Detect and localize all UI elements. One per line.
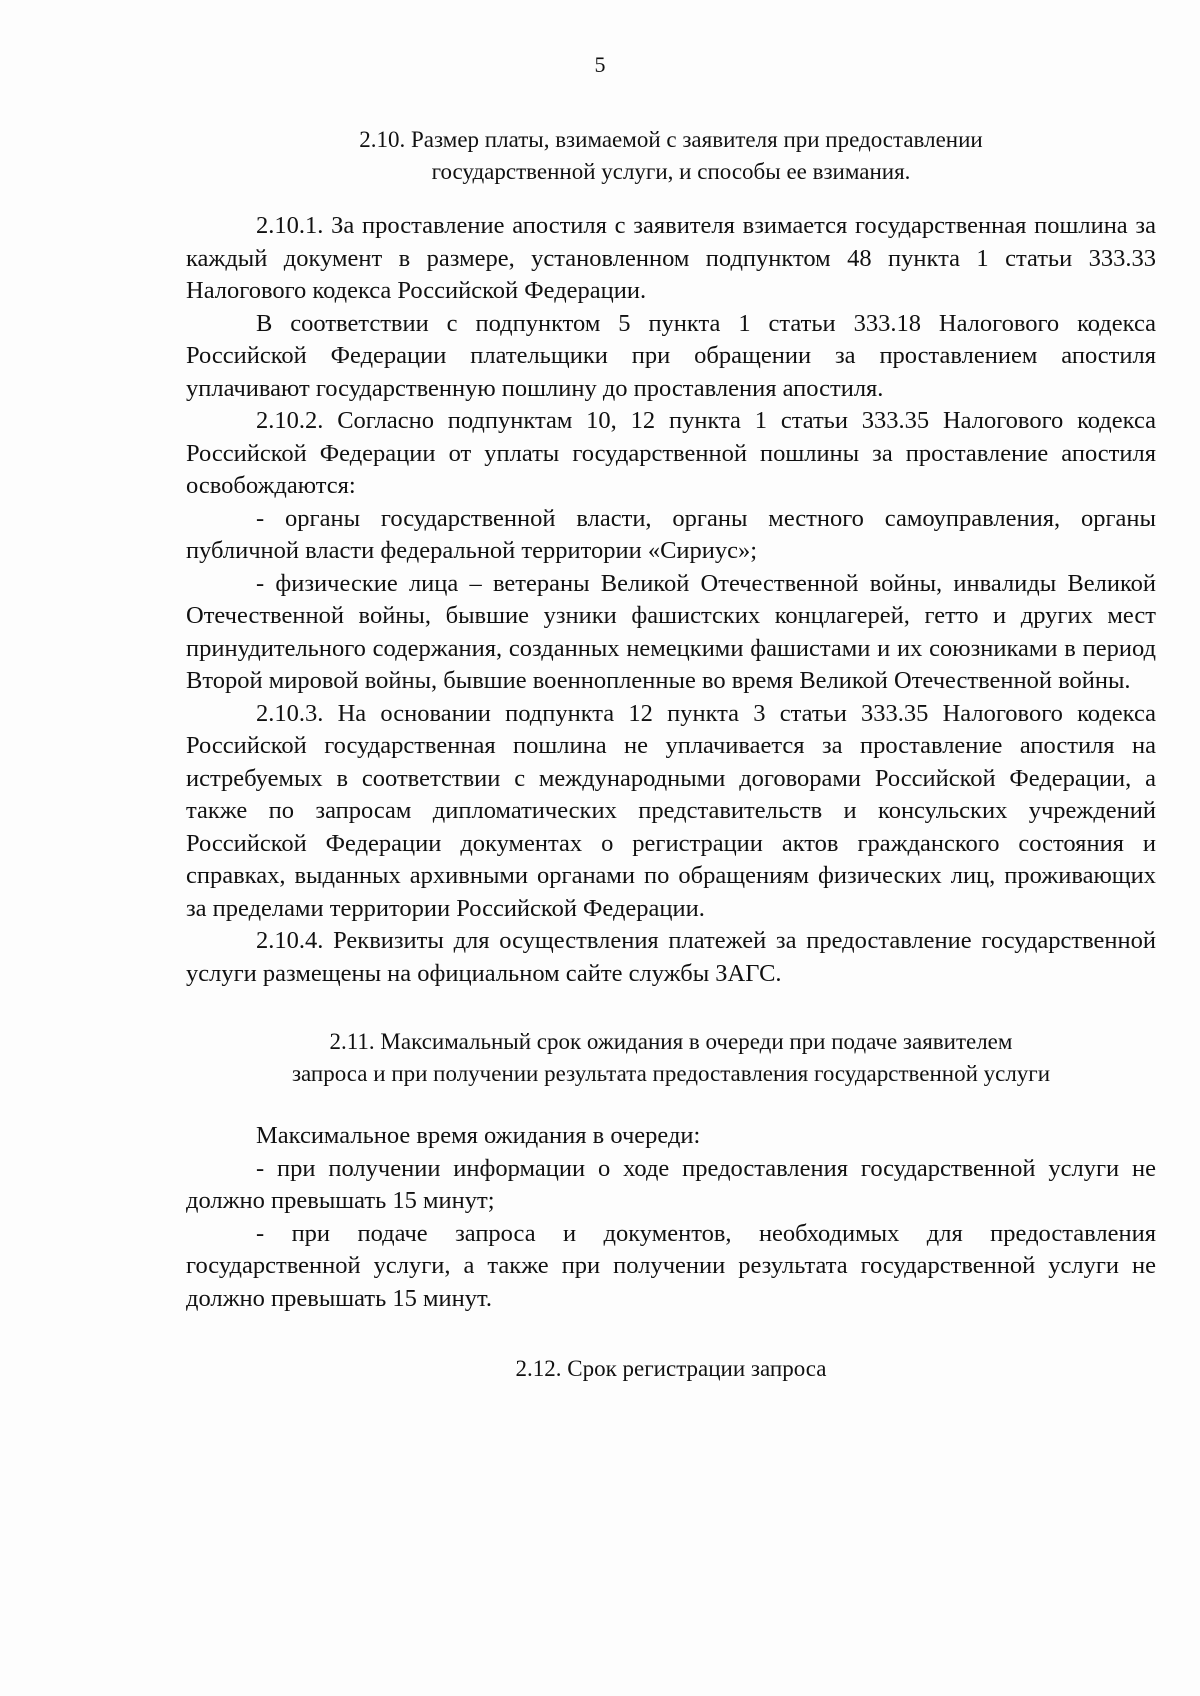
paragraph-tax-payment: В соответствии с подпунктом 5 пункта 1 статьи 333.18 Налогового кодекса Российской Федерации плательщики при обращении за проставлением апостиля уплачивают государственную пошлину до проставления апостиля. (186, 309, 1156, 402)
paragraph-2-10-4: 2.10.4. Реквизиты для осуществления платежей за предоставление государственной услуги размещены на официальном сайте службы ЗАГС. (186, 927, 1156, 987)
heading-line: 2.12. Срок регистрации запроса (515, 1356, 827, 1381)
paragraph-2-10-2: 2.10.2. Согласно подпунктам 10, 12 пункта 1 статьи 333.35 Налогового кодекса Российской Федерации от уплаты государственной пошлины за проставление апостиля освобождаются: (186, 407, 1156, 499)
section-heading-2-12 (186, 1353, 1156, 1385)
heading-line: 2.11. Максимальный срок ожидания в очереди при подаче заявителем (329, 1029, 1013, 1054)
heading-line: государственной услуги, и способы ее взимания. (431, 159, 911, 184)
paragraph-2-10-3: 2.10.3. На основании подпункта 12 пункта 3 статьи 333.35 Налогового кодекса Российской государственная пошлина не уплачивается за проставление апостиля на истребуемых в соответствии с международными договорами Российской Федерации, а также по запросам дипломатических представительств и консульских учреждений Российской Федерации документах о регистрации актов гражданского состояния и справках, выданных архивными органами по обращениям физических лиц, проживающих за пределами территории Российской Федерации. (186, 699, 1156, 922)
list-item-request-wait: - при подаче запроса и документов, необходимых для предоставления государственной услуги, а также при получении результата государственной услуги не должно превышать 15 минут. (186, 1219, 1156, 1312)
heading-line: запроса и при получении результата предоставления государственной услуги (291, 1061, 1051, 1086)
list-item-veterans: - физические лица – ветераны Великой Отечественной войны, инвалиды Великой Отечественной войны, бывшие узники фашистских концлагерей, гетто и других мест принудительного содержания, созданных немецкими фашистами и их союзниками в период Второй мировой войны, бывшие военнопленные во время Великой Отечественной войны. (186, 569, 1156, 694)
paragraph-2-10-1: 2.10.1. За проставление апостиля с заявителя взимается государственная пошлина за каждый документ в размере, установленном подпунктом 48 пункта 1 статьи 333.33 Налогового кодекса Российской Федерации. (186, 212, 1156, 304)
page-number: 5 (594, 52, 606, 77)
section-heading-2-10 (186, 124, 1156, 188)
heading-line: 2.10. Размер платы, взимаемой с заявителя при предоставлении (359, 127, 983, 152)
list-item-authorities: - органы государственной власти, органы местного самоуправления, органы публичной власти федеральной территории «Сириус»; (186, 504, 1156, 564)
section-heading-2-11 (186, 1026, 1156, 1090)
document-body (186, 124, 1156, 1385)
list-item-info-wait: - при получении информации о ходе предоставления государственной услуги не должно превышать 15 минут; (186, 1154, 1156, 1214)
paragraph-max-wait: Максимальное время ожидания в очереди: (256, 1122, 701, 1149)
